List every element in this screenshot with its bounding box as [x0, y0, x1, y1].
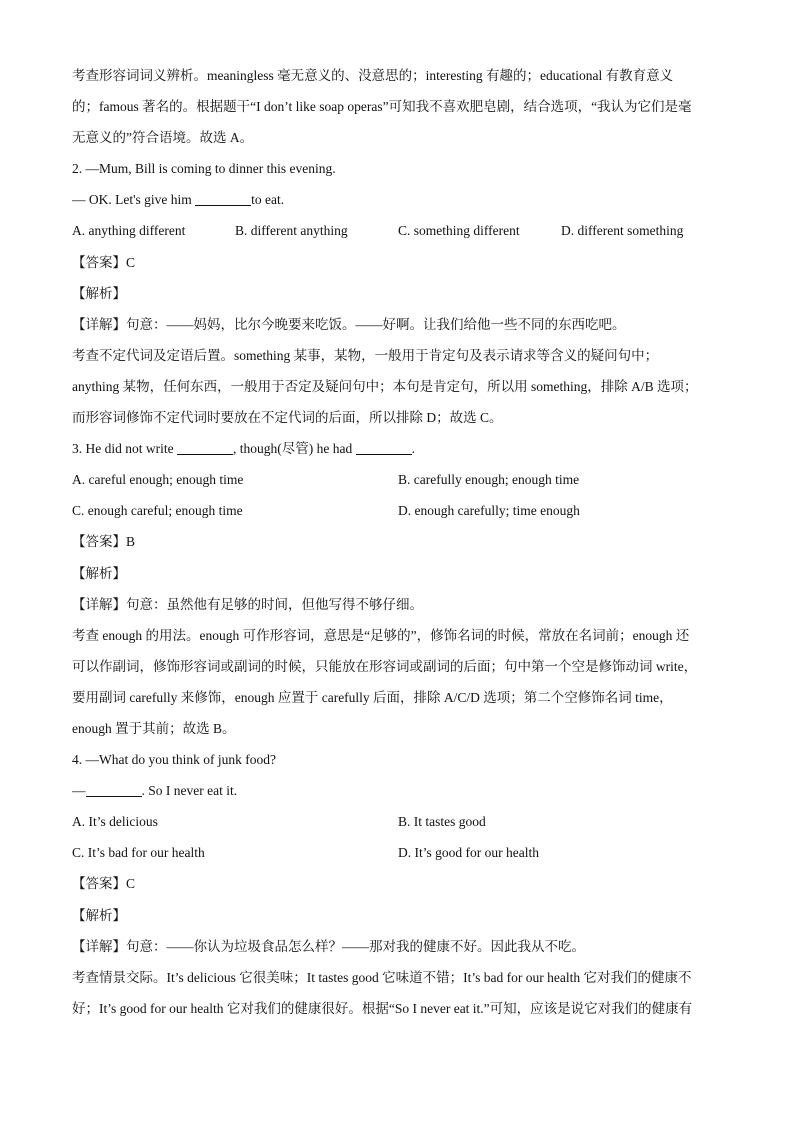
q2-detail-line: 考查不定代词及定语后置。something 某事，某物，一般用于肯定句及表示请求等含义的疑问句中；	[72, 347, 659, 363]
q2-stem: 2. —Mum, Bill is coming to dinner this evening.	[72, 161, 336, 177]
q2-detail-line: 【详解】句意：——妈妈，比尔今晚要来吃饭。——好啊。让我们给他一些不同的东西吃吧。	[72, 316, 626, 332]
answer-blank	[86, 782, 142, 797]
q4-reply-pre: —	[72, 783, 86, 799]
q4-analysis-label: 【解析】	[72, 907, 126, 923]
q3-analysis-label: 【解析】	[72, 565, 126, 581]
q3-stem-a: 3. He did not write	[72, 441, 177, 457]
q2-reply	[72, 184, 724, 215]
option-c: C. something different	[398, 223, 520, 239]
q2-options	[72, 215, 724, 246]
q3-options-row1	[72, 464, 724, 495]
q3-options-row2	[72, 495, 724, 526]
answer-blank	[195, 191, 251, 206]
answer-blank	[356, 440, 412, 455]
q2-reply-post: to eat.	[251, 192, 285, 208]
q3-detail-line: 【详解】句意：虽然他有足够的时间，但他写得不够仔细。	[72, 596, 423, 612]
q3-detail-line: enough 置于其前；故选 B。	[72, 720, 236, 736]
q4-detail-line: 考查情景交际。It’s delicious 它很美味；It tastes good 它味道不错；It’s bad for our health 它对我们的健康不	[72, 969, 692, 985]
q4-detail-line: 好；It’s good for our health 它对我们的健康很好。根据“So I never eat it.”可知，应该是说它对我们的健康有	[72, 1000, 693, 1016]
q4-answer: 【答案】C	[72, 876, 136, 892]
q3-detail-line: 考查 enough 的用法。enough 可作形容词，意思是“足够的”，修饰名词的时候，常放在名词前；enough 还	[72, 627, 690, 643]
q3-stem-b: , though(尽管) he had	[232, 441, 356, 457]
option-a: A. anything different	[72, 223, 186, 239]
option-a: A. careful enough; enough time	[72, 472, 244, 488]
document-page	[72, 60, 724, 1024]
option-a: A. It’s delicious	[72, 814, 158, 830]
q3-detail-line: 要用副词 carefully 来修饰，enough 应置于 carefully 后面，排除 A/C/D 选项；第二个空修饰名词 time，	[72, 689, 673, 705]
q3-answer: 【答案】B	[72, 534, 136, 550]
option-b: B. It tastes good	[398, 814, 486, 830]
q4-stem: 4. —What do you think of junk food?	[72, 752, 276, 768]
q4-reply-post: . So I never eat it.	[141, 783, 238, 799]
q4-detail-line: 【详解】句意：——你认为垃圾食品怎么样？——那对我的健康不好。因此我从不吃。	[72, 938, 585, 954]
answer-blank	[177, 440, 233, 455]
q2-detail-line: 而形容词修饰不定代词时要放在不定代词的后面，所以排除 D；故选 C。	[72, 410, 503, 426]
q2-analysis-label: 【解析】	[72, 285, 126, 301]
q2-detail-line: anything 某物，任何东西，一般用于否定及疑问句中；本句是肯定句，所以用 something，排除 A/B 选项；	[72, 378, 698, 394]
option-d: D. enough carefully; time enough	[398, 503, 580, 519]
intro-line: 无意义的”符合语境。故选 A。	[72, 130, 254, 146]
q4-options-row1	[72, 806, 724, 837]
q4-options-row2	[72, 837, 724, 868]
q3-stem-c: .	[411, 441, 415, 457]
q2-reply-pre: — OK. Let's give him	[72, 192, 196, 208]
option-d: D. different something	[561, 223, 684, 239]
option-b: B. carefully enough; enough time	[398, 472, 580, 488]
intro-line: 的；famous 著名的。根据题干“I don’t like soap operas”可知我不喜欢肥皂剧，结合选项，“我认为它们是毫	[72, 99, 692, 115]
option-c: C. enough careful; enough time	[72, 503, 243, 519]
q4-reply	[72, 775, 724, 806]
option-b: B. different anything	[235, 223, 348, 239]
q3-detail-line: 可以作副词，修饰形容词或副词的时候，只能放在形容词或副词的后面；句中第一个空是修饰动词 write，	[72, 658, 698, 674]
option-d: D. It’s good for our health	[398, 845, 539, 861]
option-c: C. It’s bad for our health	[72, 845, 205, 861]
intro-line: 考查形容词词义辨析。meaningless 毫无意义的、没意思的；interesting 有趣的；educational 有教育意义	[72, 68, 674, 83]
q3-stem	[72, 433, 724, 464]
q2-answer: 【答案】C	[72, 254, 136, 270]
